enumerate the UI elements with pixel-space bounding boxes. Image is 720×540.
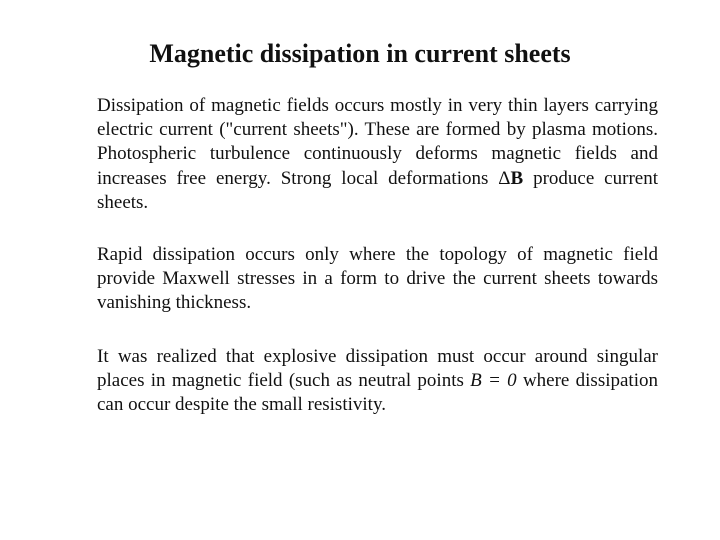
paragraph-explosive-dissipation (97, 345, 658, 418)
slide-title: Magnetic dissipation in current sheets (149, 39, 571, 68)
paragraph-1-text: Dissipation of magnetic fields occurs mostly in very thin layers carrying electric current ("current sheets"). These are formed by plasma motions. Photospheric turbulence continuously deforms magnetic fields and increases free energy. Strong local deformations (97, 95, 658, 189)
paragraph-3-text: It was realized that explosive dissipation must occur around singular places in magnetic field (such as neutral points (97, 346, 658, 392)
delta-symbol: Δ (498, 167, 511, 189)
neutral-point-equation: B = 0 (470, 370, 517, 392)
magnetic-field-vector: B (510, 167, 524, 189)
paragraph-rapid-dissipation: Rapid dissipation occurs only where the topology of magnetic field provide Maxwell stresses in a form to drive the current sheets towards vanishing thickness. (97, 244, 658, 314)
paragraph-1-end: produce current sheets. (97, 167, 658, 213)
paragraph-current-sheets (97, 94, 658, 215)
paragraph-3-end: where dissipation can occur despite the small resistivity. (97, 370, 658, 416)
